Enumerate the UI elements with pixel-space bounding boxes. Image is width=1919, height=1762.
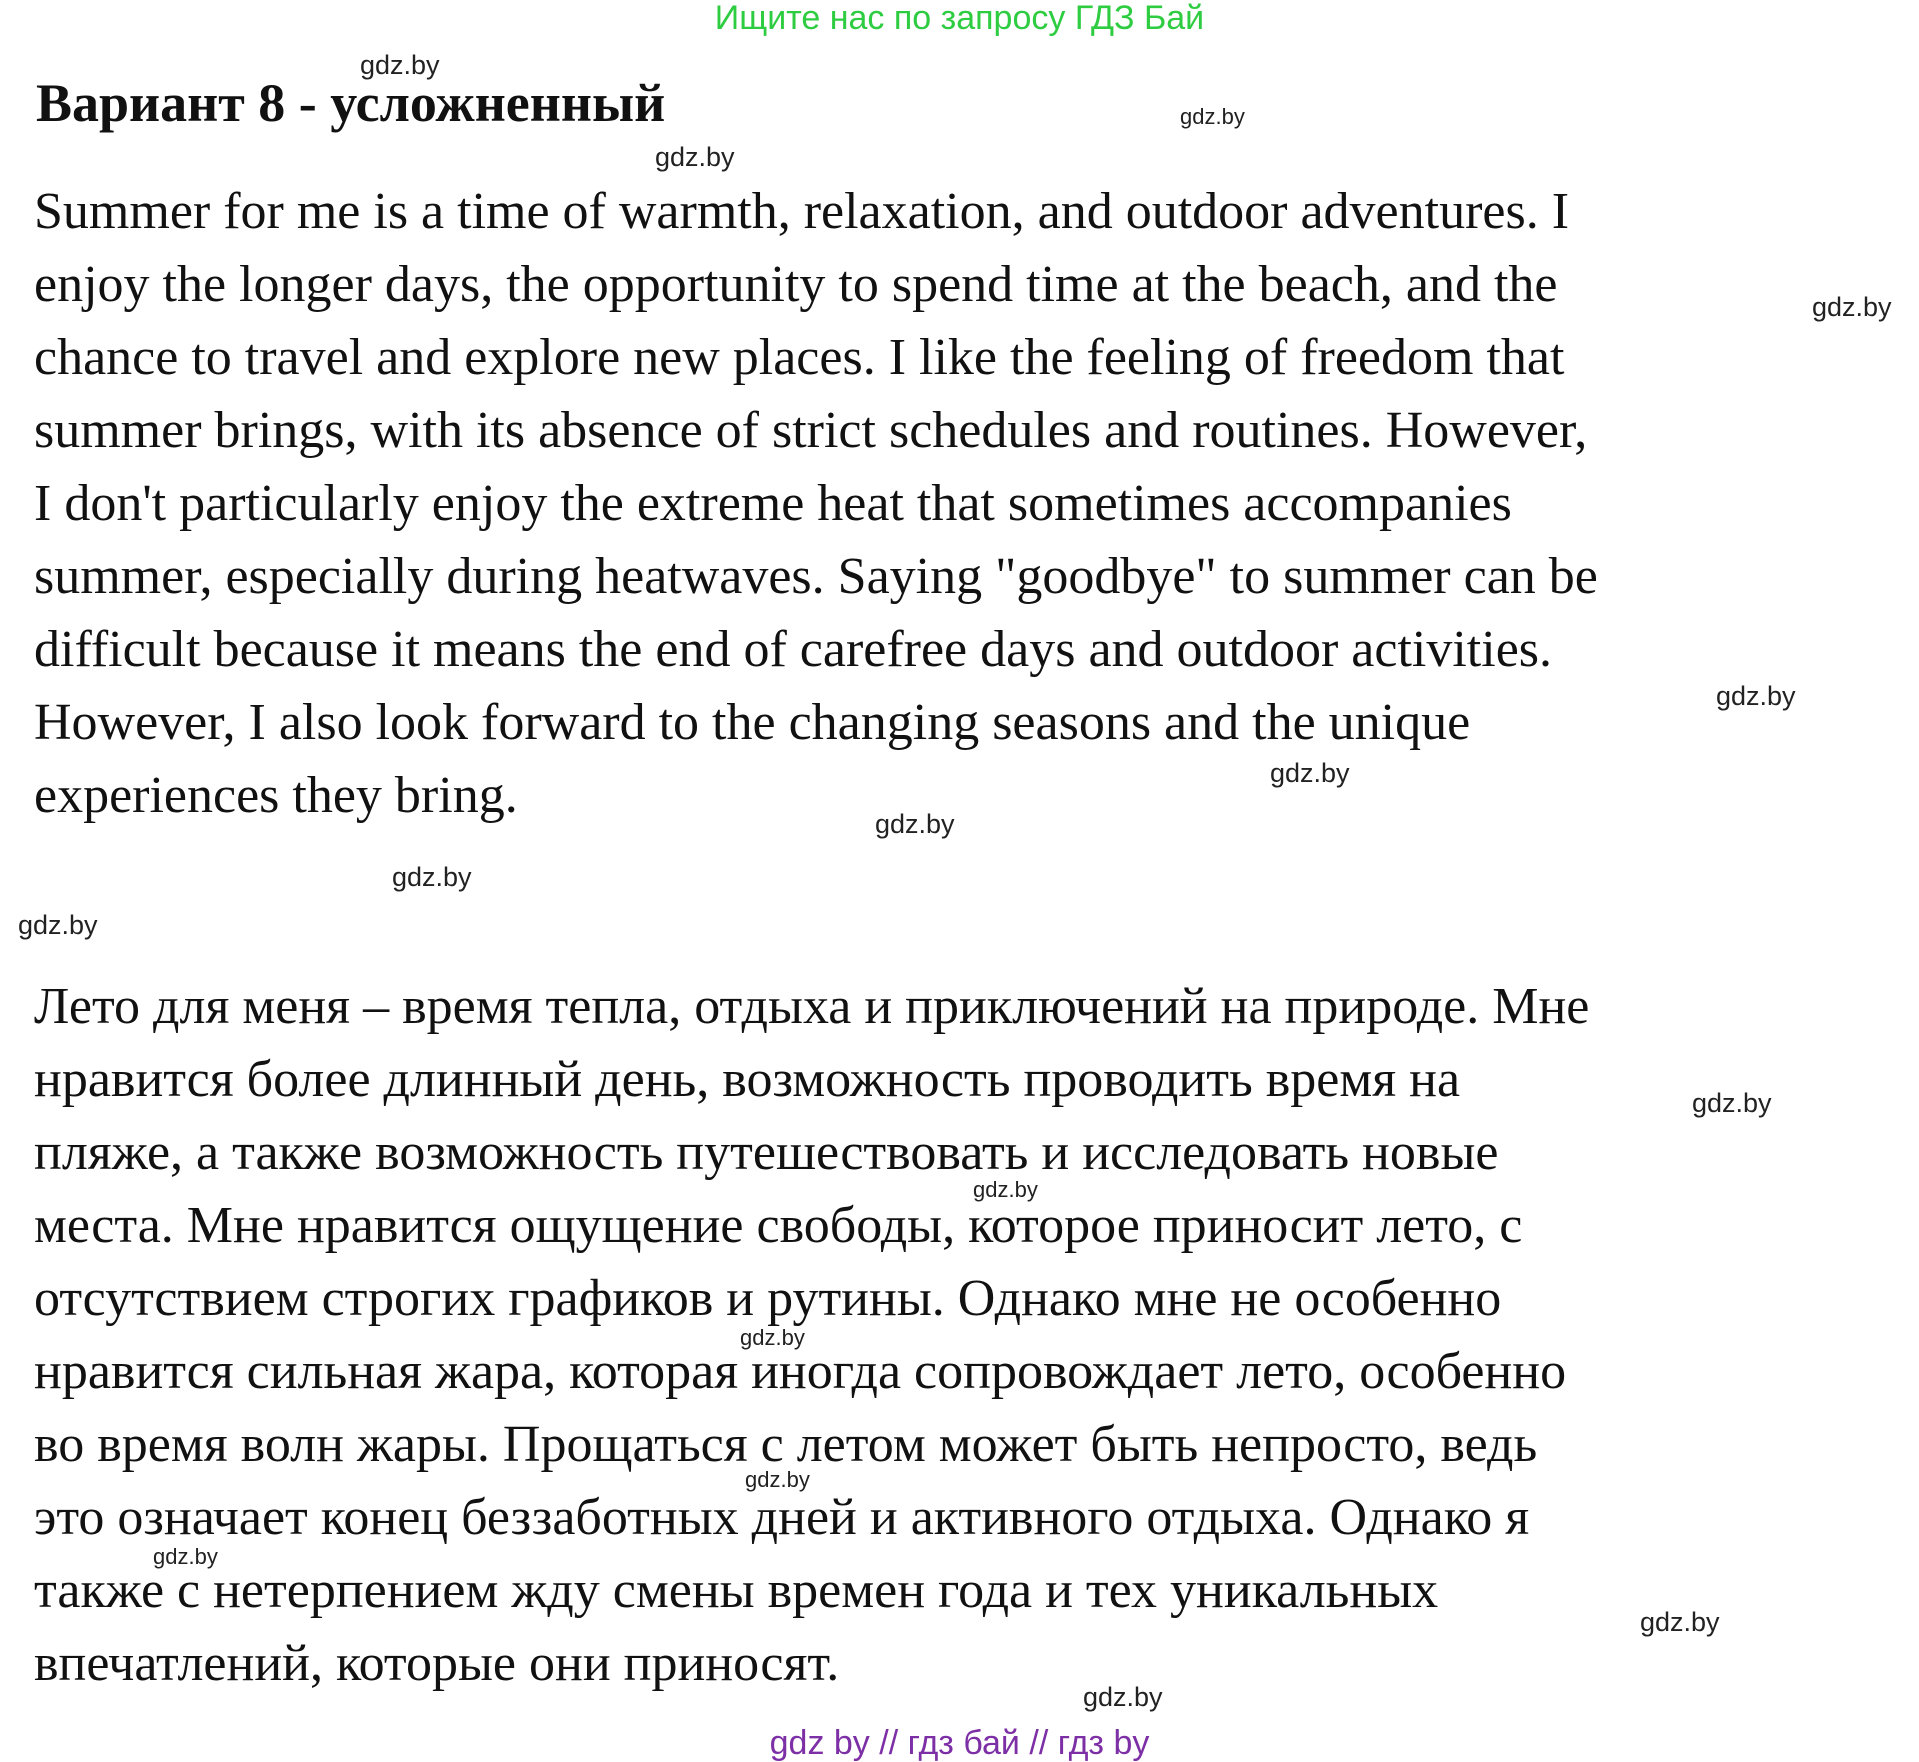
paragraph-line: summer brings, with its absence of strict schedules and routines. However, [34,402,1588,459]
watermark: gdz.by [1692,1088,1772,1118]
paragraph-line: нравится сильная жара, которая иногда сопровождает лето, особенно [34,1343,1567,1400]
watermark: gdz.by [745,1467,810,1492]
paragraph-line: experiences they bring. [34,767,518,824]
watermark: gdz.by [740,1325,805,1350]
paragraph-line: также с нетерпением жду смены времен года и тех уникальных [34,1562,1439,1619]
paragraph-line: нравится более длинный день, возможность проводить время на [34,1051,1461,1108]
watermark: gdz.by [1083,1682,1163,1712]
paragraph-line: Лето для меня – время тепла, отдыха и приключений на природе. Мне [34,978,1590,1035]
russian-paragraph [34,970,1854,1700]
paragraph-line: впечатлений, которые они приносят. [34,1635,840,1692]
english-paragraph [34,175,1854,832]
watermark: gdz.by [392,862,472,892]
paragraph-line: пляже, а также возможность путешествовать и исследовать новые [34,1124,1499,1181]
watermark: gdz.by [1812,292,1892,322]
watermark: gdz.by [18,910,98,940]
watermark: gdz.by [1716,681,1796,711]
watermark: gdz.by [1640,1607,1720,1637]
watermark: gdz.by [1270,758,1350,788]
paragraph-line: difficult because it means the end of carefree days and outdoor activities. [34,621,1553,678]
watermark: gdz.by [875,809,955,839]
paragraph-line: chance to travel and explore new places. I like the feeling of freedom that [34,329,1565,386]
top-banner: Ищите нас по запросу ГДЗ Бай [714,0,1205,37]
paragraph-line: места. Мне нравится ощущение свободы, которое приносит лето, с [34,1197,1523,1254]
paragraph-line: However, I also look forward to the changing seasons and the unique [34,694,1471,751]
paragraph-line: отсутствием строгих графиков и рутины. Однако мне не особенно [34,1270,1502,1327]
footer-links: gdz by // гдз бай // гдз by [769,1724,1150,1762]
paragraph-line: Summer for me is a time of warmth, relaxation, and outdoor adventures. I [34,183,1570,240]
paragraph-line: во время волн жары. Прощаться с летом может быть непросто, ведь [34,1416,1538,1473]
watermark: gdz.by [153,1544,218,1569]
watermark: gdz.by [1180,104,1245,129]
paragraph-line: enjoy the longer days, the opportunity to spend time at the beach, and the [34,256,1558,313]
watermark: gdz.by [973,1177,1038,1202]
paragraph-line: I don't particularly enjoy the extreme heat that sometimes accompanies [34,475,1512,532]
paragraph-line: это означает конец беззаботных дней и активного отдыха. Однако я [34,1489,1530,1546]
watermark: gdz.by [655,142,735,172]
page-title: Вариант 8 - усложненный [36,73,666,133]
watermark: gdz.by [360,50,440,80]
paragraph-line: summer, especially during heatwaves. Saying "goodbye" to summer can be [34,548,1598,605]
